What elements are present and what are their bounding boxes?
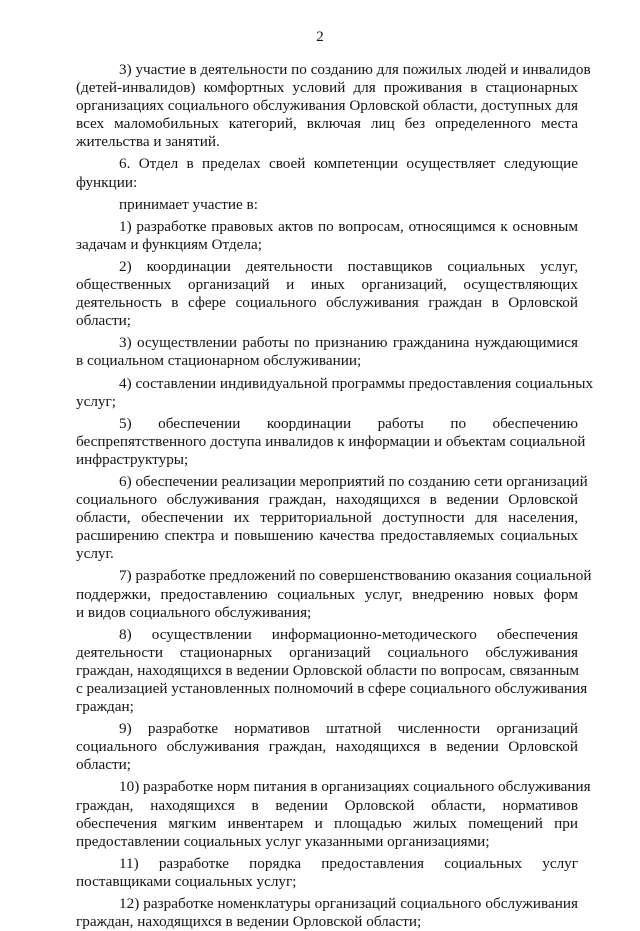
paragraph-line: расширению спектра и повышению качества предоставляемых социальных	[76, 527, 578, 545]
paragraph-line: задачам и функциям Отдела;	[76, 235, 262, 253]
paragraph	[76, 218, 578, 254]
paragraph-line: общественных организаций и иных организаций, осуществляющих	[76, 276, 578, 294]
paragraph	[76, 196, 578, 214]
paragraph-line: 11) разработке порядка предоставления социальных услуг	[119, 854, 578, 872]
paragraph	[76, 895, 578, 931]
paragraph-line: 6) обеспечении реализации мероприятий по созданию сети организаций	[119, 472, 588, 490]
paragraph-line: граждан, находящихся в ведении Орловской области, нормативов	[76, 796, 578, 814]
paragraph-line: принимает участие в:	[119, 195, 258, 213]
paragraph-line: инфраструктуры;	[76, 450, 189, 468]
paragraph-line: социального обслуживания граждан, находящихся в ведении Орловской	[76, 491, 578, 509]
paragraph-line: граждан, находящихся в ведении Орловской области;	[76, 913, 422, 931]
paragraph-line: поддержки, предоставлению социальных услуг, внедрению новых форм	[76, 585, 578, 603]
paragraph	[76, 567, 592, 621]
paragraph-line: обеспечения мягким инвентарем и площадью жилых помещений при	[76, 814, 578, 832]
document-body	[76, 61, 594, 931]
paragraph	[76, 414, 586, 469]
paragraph-line: услуг;	[76, 392, 116, 410]
paragraph-line: 12) разработке номенклатуры организаций социального обслуживания	[119, 895, 578, 913]
paragraph-line: услуг.	[76, 545, 114, 563]
paragraph-line: жительства и занятий.	[76, 133, 220, 151]
paragraph-line: всех маломобильных категорий, включая лиц без определенного места	[76, 115, 578, 133]
paragraph-line: 7) разработке предложений по совершенствованию оказания социальной	[119, 567, 592, 585]
paragraph	[76, 258, 578, 330]
paragraph	[76, 472, 588, 563]
paragraph-line: области, обеспечении их территориальной доступности для населения,	[76, 509, 578, 527]
paragraph	[76, 374, 594, 411]
paragraph-line: 3) участие в деятельности по созданию для пожилых людей и инвалидов	[119, 61, 591, 78]
paragraph-line: 3) осуществлении работы по признанию гражданина нуждающимися	[119, 334, 578, 352]
paragraph	[76, 855, 578, 891]
paragraph	[76, 334, 578, 370]
paragraph-line: (детей-инвалидов) комфортных условий для проживания в стационарных	[76, 79, 578, 97]
paragraph-line: 9) разработке нормативов штатной численности организаций	[119, 720, 578, 738]
paragraph-line: беспрепятственного доступа инвалидов к информации и объектам социальной	[76, 432, 586, 450]
paragraph-line: 1) разработке правовых актов по вопросам, относящимся к основным	[119, 217, 578, 235]
page-number: 2	[316, 29, 324, 45]
paragraph	[76, 625, 588, 716]
paragraph	[76, 155, 578, 191]
paragraph-line: области;	[76, 756, 131, 774]
paragraph-line: функции:	[76, 173, 138, 191]
paragraph-line: деятельности стационарных организаций социального обслуживания	[76, 643, 578, 661]
paragraph-line: 6. Отдел в пределах своей компетенции осуществляет следующие	[119, 155, 578, 173]
paragraph-line: деятельность в сфере социального обслуживания граждан в Орловской	[76, 294, 578, 312]
paragraph-line: в социальном стационарном обслуживании;	[76, 352, 362, 370]
paragraph-line: с реализацией установленных полномочий в сфере социального обслуживания	[76, 680, 588, 697]
paragraph-line: 10) разработке норм питания в организациях социального обслуживания	[119, 778, 591, 796]
paragraph	[76, 778, 591, 850]
paragraph-line: и видов социального обслуживания;	[76, 603, 312, 621]
paragraph	[76, 61, 591, 151]
paragraph-line: области;	[76, 312, 131, 330]
paragraph-line: поставщиками социальных услуг;	[76, 872, 297, 890]
paragraph	[76, 720, 578, 774]
paragraph-line: 4) составлении индивидуальной программы предоставления социальных	[119, 374, 594, 392]
paragraph-line: 5) обеспечении координации работы по обеспечению	[119, 414, 578, 432]
paragraph-line: 8) осуществлении информационно-методического обеспечения	[119, 625, 578, 643]
paragraph-line: социального обслуживания граждан, находящихся в ведении Орловской	[76, 738, 578, 756]
paragraph-line: предоставлении социальных услуг указанными организациями;	[76, 832, 490, 850]
paragraph-line: граждан, находящихся в ведении Орловской области по вопросам, связанным	[76, 661, 580, 679]
paragraph-line: организациях социального обслуживания Орловской области, доступных для	[76, 97, 578, 115]
paragraph-line: 2) координации деятельности поставщиков социальных услуг,	[119, 257, 578, 275]
paragraph-line: граждан;	[76, 698, 134, 716]
